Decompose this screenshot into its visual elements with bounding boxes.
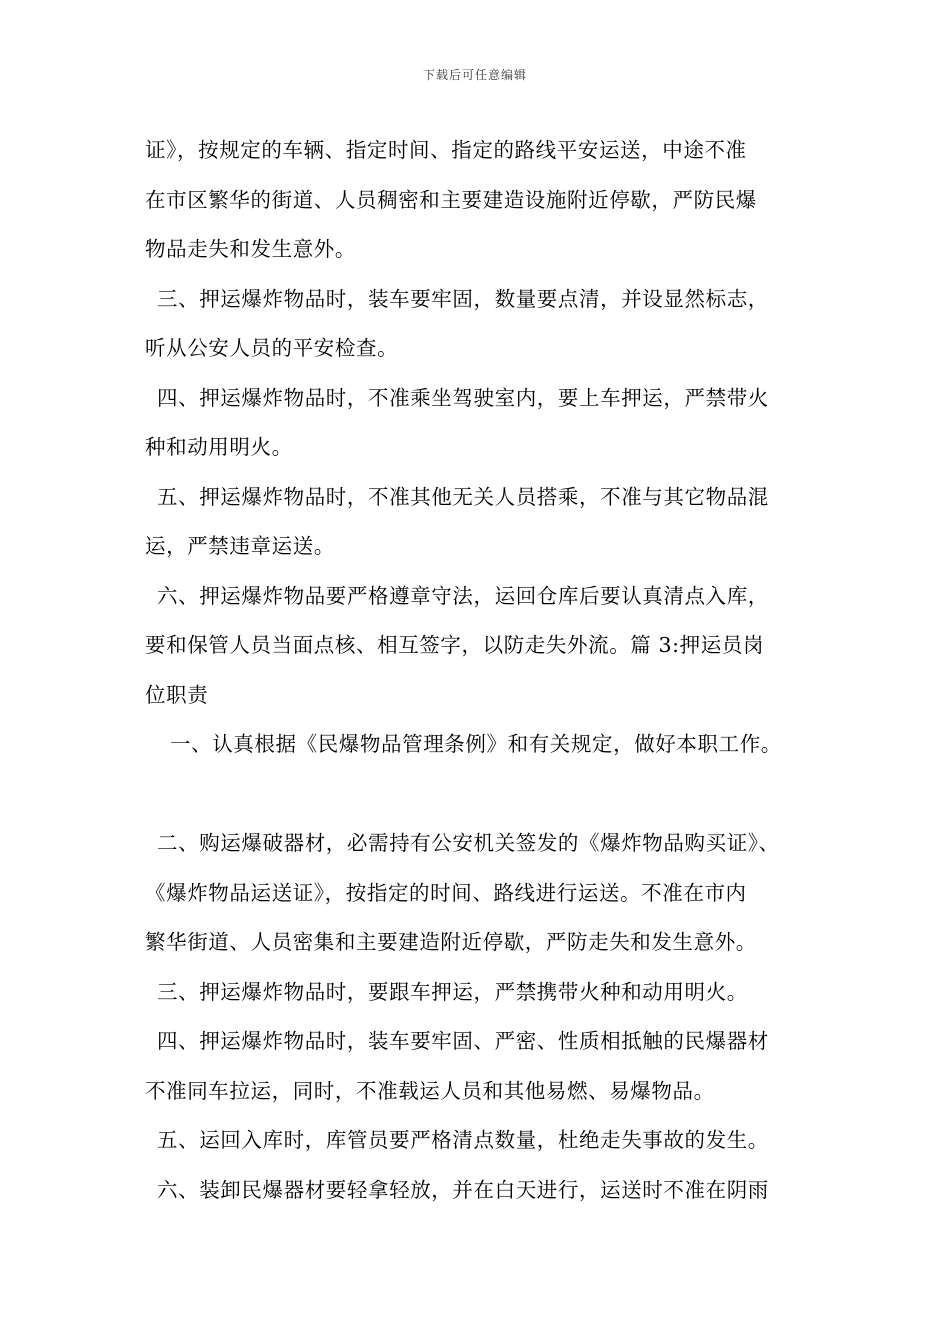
paragraph-gap bbox=[145, 770, 825, 820]
text-line: 三、押运爆炸物品时，装车要牢固，数量要点清，并设显然标志， bbox=[157, 286, 769, 311]
text-line: 听从公安人员的平安检查。 bbox=[145, 336, 399, 360]
text-line: 三、押运爆炸物品时，要跟车押运，严禁携带火种和动用明火。 bbox=[157, 979, 748, 1004]
text-line: 位职责 bbox=[145, 682, 209, 707]
text-line: 五、运回入库时，库管员要严格清点数量，杜绝走失事故的发生。 bbox=[157, 1128, 769, 1152]
text-line: 六、押运爆炸物品要严格遵章守法，运回仓库后要认真清点入库， bbox=[157, 583, 769, 608]
text-line: 六、装卸民爆器材要轻拿轻放，并在白天进行，运送时不准在阴雨 bbox=[157, 1177, 769, 1202]
text-line: 五、押运爆炸物品时，不准其他无关人员搭乘，不准与其它物品混 bbox=[157, 484, 769, 509]
text-line: 运，严禁违章运送。 bbox=[145, 534, 335, 558]
text-line: 证》，按规定的车辆、指定时间、指定的路线平安运送，中途不准 bbox=[145, 138, 747, 162]
text-line: 在市区繁华的街道、人员稠密和主要建造设施附近停歇，严防民爆 bbox=[145, 187, 757, 212]
document-body bbox=[145, 126, 825, 1215]
page-header: 下载后可任意编辑 bbox=[422, 68, 527, 82]
text-line: 《爆炸物品运送证》，按指定的时间、路线进行运送。不准在市内 bbox=[145, 880, 747, 905]
text-line: 要和保管人员当面点核、相互签字，以防走失外流。篇 3:押运员岗 bbox=[145, 633, 765, 657]
text-line: 物品走失和发生意外。 bbox=[145, 237, 356, 261]
text-line: 二、购运爆破器材，必需持有公安机关签发的《爆炸物品购买证》、 bbox=[157, 831, 780, 855]
text-line: 繁华街道、人员密集和主要建造附近停歇，严防走失和发生意外。 bbox=[145, 930, 757, 954]
text-line: 不准同车拉运，同时，不准载运人员和其他易燃、易爆物品。 bbox=[145, 1078, 715, 1103]
text-line: 种和动用明火。 bbox=[145, 435, 293, 459]
text-line: 一、认真根据《民爆物品管理条例》和有关规定，做好本职工作。 bbox=[170, 732, 782, 756]
text-line: 四、押运爆炸物品时，装车要牢固、严密、性质相抵触的民爆器材 bbox=[157, 1029, 769, 1053]
text-line: 四、押运爆炸物品时，不准乘坐驾驶室内，要上车押运，严禁带火 bbox=[157, 385, 769, 410]
